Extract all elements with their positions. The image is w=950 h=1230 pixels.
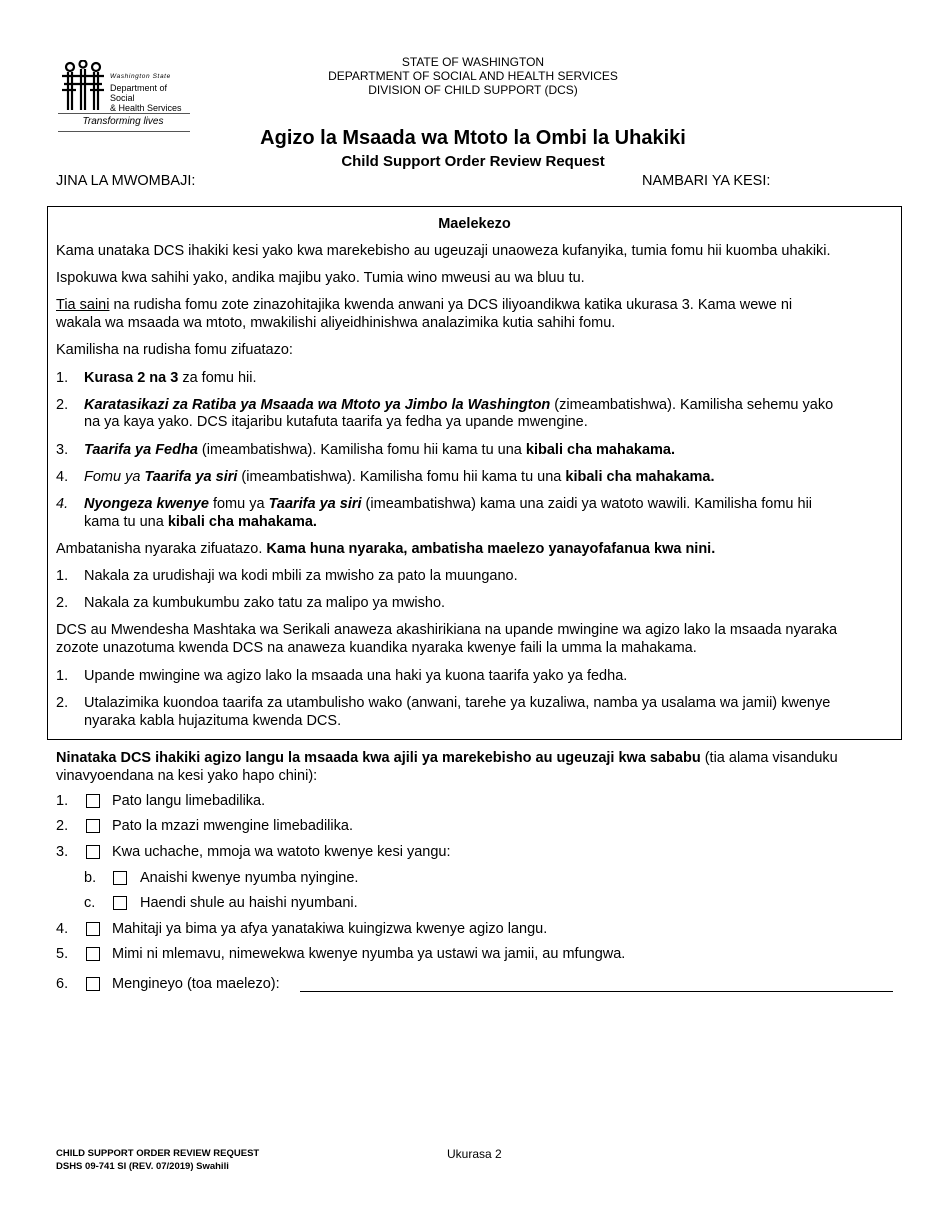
footer-form-title: CHILD SUPPORT ORDER REVIEW REQUEST <box>56 1148 260 1159</box>
option-number: c. <box>84 895 96 911</box>
list-number: 2. <box>56 595 69 611</box>
page-title: Agizo la Msaada wa Mtoto la Ombi la Uhakiki <box>260 127 686 149</box>
logo-tagline: Transforming lives <box>82 116 164 127</box>
footer-form-code: DSHS 09-741 SI (REV. 07/2019) Swahili <box>56 1161 229 1172</box>
option-label: Haendi shule au haishi nyumbani. <box>140 895 358 911</box>
list-item: Taarifa ya Fedha (imeambatishwa). Kamilisha fomu hii kama tu una kibali cha mahakama. <box>84 442 676 458</box>
instructions-p1: Kama unataka DCS ihakiki kesi yako kwa marekebisho au ugeuzaji unaoweza kufanyika, tumia fomu hii kuomba uhakiki. <box>56 243 831 259</box>
other-parent-income-checkbox[interactable] <box>86 819 100 833</box>
list-item: Karatasikazi za Ratiba ya Msaada wa Mtoto ya Jimbo la Washington (zimeambatishwa). Kamilisha sehemu yako <box>84 397 834 413</box>
other-reason-input[interactable] <box>300 991 893 992</box>
child-other-household-checkbox[interactable] <box>113 871 127 885</box>
child-status-checkbox[interactable] <box>86 845 100 859</box>
instructions-p3-line2: wakala wa msaada wa mtoto, mwakilishi aliyeidhinishwa analazimika kutia sahihi fomu. <box>56 315 616 331</box>
list-number: 4. <box>56 496 69 512</box>
option-label: Mahitaji ya bima ya afya yanatakiwa kuingizwa kwenye agizo langu. <box>112 921 548 937</box>
list-item: Nakala za kumbukumbu zako tatu za malipo ya mwisho. <box>84 595 446 611</box>
instructions-heading: Maelekezo <box>438 216 511 232</box>
list-item-line2: na ya kaya yako. DCS itajaribu kutafuta taarifa ya fedha ya upande mwengine. <box>84 414 588 430</box>
instructions-p4: Kamilisha na rudisha fomu zifuatazo: <box>56 342 293 358</box>
list-item: Utalazimika kuondoa taarifa za utambulisho wako (anwani, tarehe ya kuzaliwa, namba ya usalama wa jamii) kwenye <box>84 695 831 711</box>
list-number: 1. <box>56 568 69 584</box>
logo-dept-text: Department of Social & Health Services <box>110 83 182 113</box>
option-label: Pato langu limebadilika. <box>112 793 266 809</box>
option-label: Pato la mzazi mwengine limebadilika. <box>112 818 353 834</box>
list-item: Fomu ya Taarifa ya siri (imeambatishwa). Kamilisha fomu hii kama tu una kibali cha mahakama. <box>84 469 715 485</box>
disabled-institution-checkbox[interactable] <box>86 947 100 961</box>
request-intro: Ninataka DCS ihakiki agizo langu la msaada kwa ajili ya marekebisho au ugeuzaji kwa sababu (tia alama visanduku <box>56 750 838 766</box>
list-number: 2. <box>56 397 69 413</box>
health-insurance-checkbox[interactable] <box>86 922 100 936</box>
page-number: Ukurasa 2 <box>447 1147 502 1161</box>
applicant-name-label: JINA LA MWOMBAJI: <box>56 173 196 189</box>
page-subtitle: Child Support Order Review Request <box>341 153 605 170</box>
option-label: Mimi ni mlemavu, nimewekwa kwenye nyumba ya ustawi wa jamii, au mfungwa. <box>112 946 626 962</box>
list-item: Upande mwingine wa agizo lako la msaada una haki ya kuona taarifa yako ya fedha. <box>84 668 628 684</box>
list-number: 2. <box>56 695 69 711</box>
option-number: 5. <box>56 946 69 962</box>
list-number: 4. <box>56 469 69 485</box>
request-intro-line2: vinavyoendana na kesi yako hapo chini): <box>56 768 318 784</box>
list-item-line2: nyaraka kabla hujazituma kwenda DCS. <box>84 713 342 729</box>
list-number: 1. <box>56 668 69 684</box>
option-label: Mengineyo (toa maelezo): <box>112 976 280 992</box>
list-item: Kurasa 2 na 3 za fomu hii. <box>84 370 257 386</box>
instructions-p2: Ispokuwa kwa sahihi yako, andika majibu yako. Tumia wino mweusi au wa bluu tu. <box>56 270 585 286</box>
option-label: Kwa uchache, mmoja wa watoto kwenye kesi yangu: <box>112 844 451 860</box>
option-number: 2. <box>56 818 69 834</box>
list-item: Nyongeza kwenye fomu ya Taarifa ya siri (imeambatishwa) kama una zaidi ya watoto wawili. Kamilisha fomu hii <box>84 496 813 512</box>
child-not-school-checkbox[interactable] <box>113 896 127 910</box>
instructions-p3: Tia saini na rudisha fomu zote zinazohitajika kwenda anwani ya DCS iliyoandikwa katika ukurasa 3. Kama wewe ni <box>56 297 793 313</box>
income-changed-checkbox[interactable] <box>86 794 100 808</box>
dshs-logo <box>56 58 192 138</box>
option-label: Anaishi kwenye nyumba nyingine. <box>140 870 359 886</box>
list-number: 3. <box>56 442 69 458</box>
family-figures-icon <box>58 60 108 112</box>
option-number: 6. <box>56 976 69 992</box>
option-number: 3. <box>56 844 69 860</box>
agency-header: STATE OF WASHINGTON DEPARTMENT OF SOCIAL AND HEALTH SERVICES DIVISION OF CHILD SUPPORT (DCS) <box>328 55 618 97</box>
option-number: b. <box>84 870 97 886</box>
case-number-label: NAMBARI YA KESI: <box>642 173 771 189</box>
list-item: Nakala za urudishaji wa kodi mbili za mwisho za pato la muungano. <box>84 568 518 584</box>
option-number: 1. <box>56 793 69 809</box>
attach-intro: Ambatanisha nyaraka zifuatazo. Kama huna nyaraka, ambatisha maelezo yanayofafanua kwa nini. <box>56 541 716 557</box>
logo-state-text: Washington State <box>110 73 171 80</box>
option-number: 4. <box>56 921 69 937</box>
list-item-line2: kama tu una kibali cha mahakama. <box>84 514 317 530</box>
list-number: 1. <box>56 370 69 386</box>
other-reason-checkbox[interactable] <box>86 977 100 991</box>
share-notice: DCS au Mwendesha Mashtaka wa Serikali anaweza akashirikiana na upande mwingine wa agizo lako la msaada nyaraka <box>56 622 838 638</box>
share-notice-line2: zozote unazotuma kwenda DCS na anaweza kuandika nyaraka kwenye faili la umma la mahakama. <box>56 640 697 656</box>
